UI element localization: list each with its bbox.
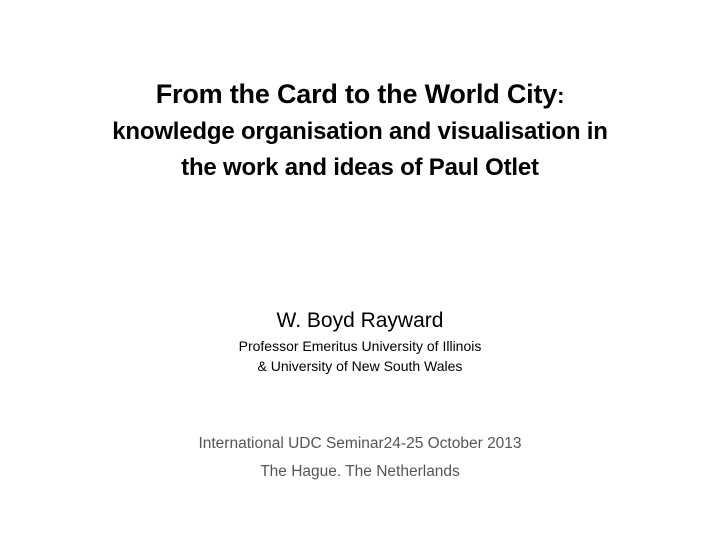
- event-details: [20, 430, 700, 486]
- event-location: The Hague. The Netherlands: [260, 463, 460, 480]
- title-colon: :: [557, 83, 565, 108]
- author-block: [20, 306, 700, 376]
- title-subtitle-line-2: the work and ideas of Paul Otlet: [181, 154, 539, 181]
- author-name: W. Boyd Rayward: [276, 309, 444, 332]
- title-subtitle-line-1: knowledge organisation and visualisation in: [112, 118, 608, 145]
- title-main-line: [20, 76, 700, 114]
- title-main-text: From the Card to the World City: [155, 79, 558, 109]
- slide-title: [20, 76, 700, 186]
- author-affiliation-line-2: & University of New South Wales: [257, 358, 463, 374]
- author-affiliation-line-1: Professor Emeritus University of Illinois: [238, 338, 482, 354]
- event-seminar-date: International UDC Seminar24-25 October 2013: [198, 435, 522, 452]
